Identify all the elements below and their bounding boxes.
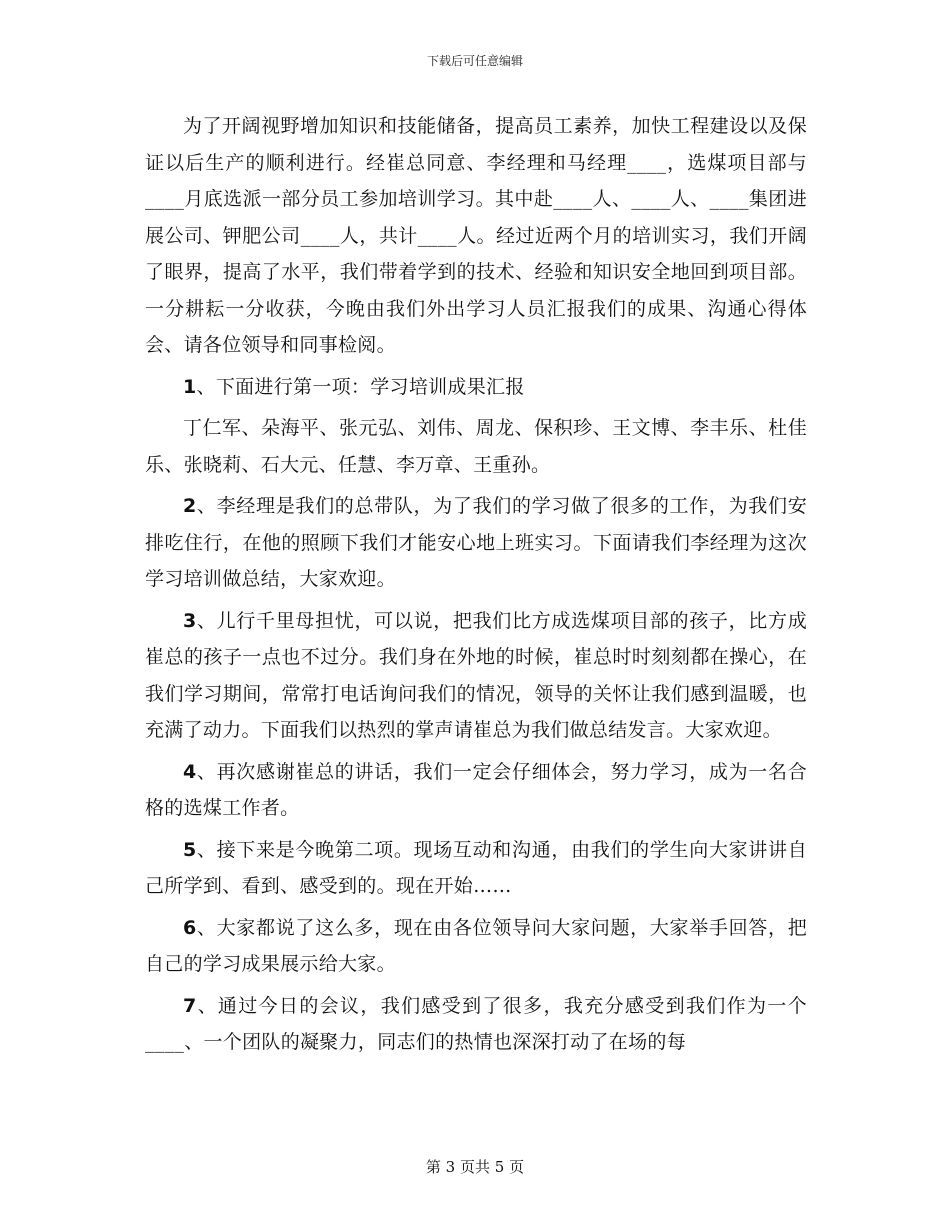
paragraph-intro	[145, 108, 807, 364]
paragraph-number: 4	[183, 760, 197, 783]
paragraph-number: 5	[183, 838, 197, 861]
paragraph-text: 、儿行千里母担忧，可以说，把我们比方成选煤项目部的孩子，比方成崔总的孩子一点也不过分。我们身在外地的时候，崔总时时刻刻都在操心，在我们学习期间，常常打电话询问我们的情况，领导的关怀让我们感到温暖，也充满了动力。下面我们以热烈的掌声请崔总为我们做总结发言。大家欢迎。	[145, 609, 807, 741]
paragraph-text: 、下面进行第一项：学习培训成果汇报	[196, 375, 525, 398]
paragraph-item-5	[145, 832, 807, 905]
page-footer-page-number: 第 3 页共 5 页	[425, 1158, 525, 1176]
paragraph-text: 丁仁军、朵海平、张元弘、刘伟、周龙、保积珍、王文博、李丰乐、杜佳乐、张晓莉、石大元、任慧、李万章、王重孙。	[145, 417, 807, 476]
paragraph-text: 、李经理是我们的总带队，为了我们的学习做了很多的工作，为我们安排吃住行，在他的照顾下我们才能安心地上班实习。下面请我们李经理为这次学习培训做总结，大家欢迎。	[145, 495, 807, 590]
paragraph-number: 6	[183, 916, 197, 939]
paragraph-text: 、接下来是今晚第二项。现场互动和沟通，由我们的学生向大家讲讲自己所学到、看到、感受到的。现在开始……	[145, 838, 807, 897]
paragraph-item-1	[145, 369, 807, 406]
document-body	[145, 108, 807, 1066]
page-header: 下载后可任意编辑	[426, 54, 523, 68]
paragraph-number: 2	[183, 495, 197, 517]
paragraph-item-6	[145, 910, 807, 983]
paragraph-text: 为了开阔视野增加知识和技能储备，提高员工素养，加快工程建设以及保证以后生产的顺利进行。经崔总同意、李经理和马经理____，选煤项目部与____月底选派一部分员工参加培训学习。其中赴____人、____人、____集团进展公司、钾肥公司____人，共计____人。经过近两个月的培训实习，我们开阔了眼界，提高了水平，我们带着学到的技术、经验和知识安全地回到项目部。一分耕耘一分收获，今晚由我们外出学习人员汇报我们的成果、沟通心得体会、请各位领导和同事检阅。	[145, 115, 807, 356]
paragraph-item-7	[145, 988, 807, 1061]
paragraph-item-2	[145, 488, 807, 598]
paragraph-number: 1	[183, 375, 197, 398]
paragraph-number: 3	[183, 609, 197, 632]
paragraph-text: 、再次感谢崔总的讲话，我们一定会仔细体会，努力学习，成为一名合格的选煤工作者。	[145, 760, 807, 819]
paragraph-number: 7	[183, 994, 197, 1017]
paragraph-text: 、大家都说了这么多，现在由各位领导问大家问题，大家举手回答，把自己的学习成果展示给大家。	[145, 916, 807, 975]
paragraph-text: 、通过今日的会议，我们感受到了很多，我充分感受到我们作为一个____、一个团队的凝聚力，同志们的热情也深深打动了在场的每	[145, 994, 807, 1053]
paragraph-item-3	[145, 603, 807, 749]
paragraph-names-list	[145, 410, 807, 483]
paragraph-item-4	[145, 754, 807, 827]
